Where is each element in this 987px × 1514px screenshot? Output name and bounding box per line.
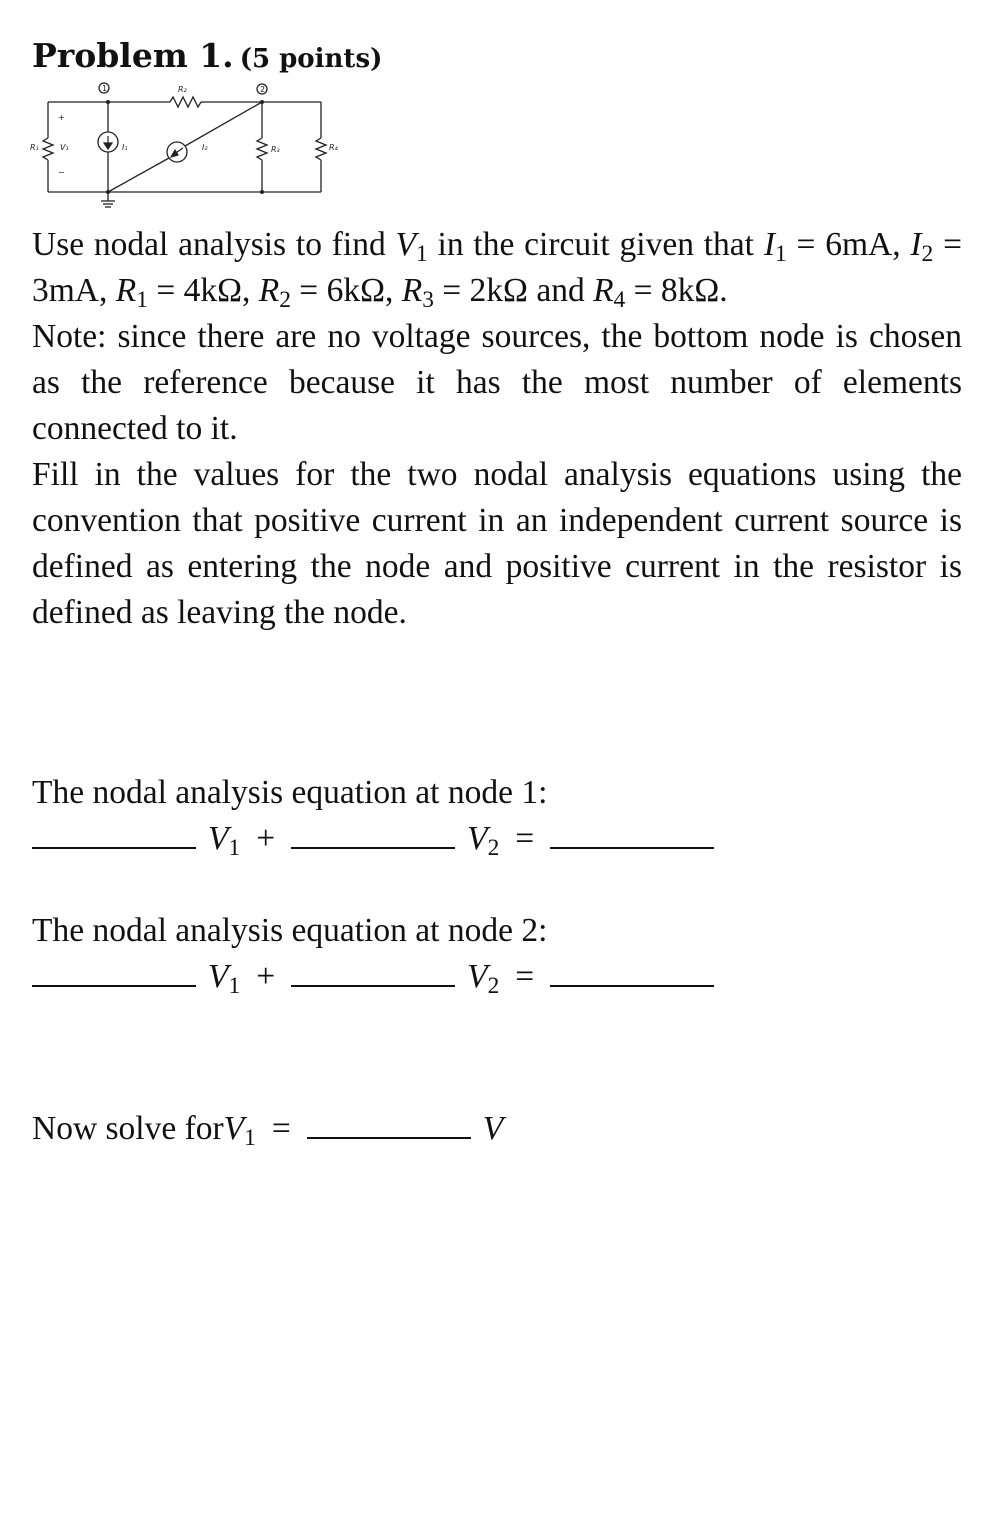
junction-dot	[260, 190, 264, 194]
note-paragraph: Note: since there are no voltage sources, the bottom node is chosen as the reference because it has the most number of elements connected to it.	[32, 318, 962, 447]
r2-label: R₂	[178, 85, 187, 94]
problem-title	[32, 36, 382, 79]
equals-sign: =	[515, 958, 535, 995]
v1-answer-blank[interactable]	[307, 1107, 471, 1139]
r3-label: R₃	[271, 145, 280, 154]
arrow-i1-icon	[104, 143, 112, 149]
instructions-paragraph: Fill in the values for the two nodal analysis equations using the convention that positive current in an independent current source is defined as entering the node and positive current in the resistor is defined as leaving the node.	[32, 456, 962, 631]
r4-label: R₄	[329, 143, 338, 152]
equals-sign: =	[271, 1110, 291, 1147]
junction-dot	[106, 190, 110, 194]
i2-symbol: $I_2$	[910, 226, 934, 267]
given-text-b: in the circuit given that	[427, 226, 754, 263]
resistor-r3	[257, 138, 267, 160]
v1-minus-sign: −	[58, 168, 65, 177]
r1-value: = 4kΩ,	[147, 272, 259, 309]
solve-line	[32, 1106, 503, 1152]
r1-label: R₁	[30, 143, 39, 152]
resistor-r1	[43, 138, 53, 160]
node-2-constant-blank[interactable]	[550, 955, 714, 987]
wire-diag-lower	[108, 158, 169, 192]
node-1-equation	[32, 816, 714, 862]
r2-symbol: $R_2$	[258, 272, 291, 313]
equals-sign: =	[515, 820, 535, 857]
volt-unit: V	[482, 1110, 504, 1147]
r1-symbol: $R_1$	[115, 272, 148, 313]
i1-label: I₁	[122, 143, 128, 152]
problem-label: Problem 1.	[32, 36, 234, 75]
v2-symbol: $V_2$	[467, 820, 500, 861]
v1-symbol: $V_1$	[208, 958, 241, 999]
points-label: (5 points)	[239, 44, 383, 74]
given-paragraph	[32, 222, 962, 314]
solve-prefix: Now solve for	[32, 1110, 224, 1147]
plus-sign: +	[256, 958, 276, 995]
node-2-equation	[32, 954, 714, 1000]
v1-symbol: $V_1$	[208, 820, 241, 861]
problem-statement	[32, 222, 962, 636]
node-1-v2-coefficient-blank[interactable]	[291, 817, 455, 849]
solve-block	[32, 1106, 503, 1152]
i1-value: = 6mA,	[786, 226, 911, 263]
r4-value: = 8kΩ.	[625, 272, 728, 309]
v2-symbol: $V_2$	[467, 958, 500, 999]
arrow-i2-icon	[171, 150, 178, 157]
i2-label: I₂	[202, 143, 208, 152]
node-1-equation-block	[32, 770, 714, 862]
junction-dot	[106, 100, 110, 104]
circuit-diagram	[28, 80, 348, 215]
r3-symbol: $R_3$	[401, 272, 434, 313]
node-1-constant-blank[interactable]	[550, 817, 714, 849]
v1-label: V₁	[60, 143, 69, 152]
node-1-label: 1	[102, 84, 108, 93]
v1-plus-sign: +	[58, 113, 65, 122]
junction-dot	[260, 100, 264, 104]
node-2-label: 2	[260, 85, 266, 94]
resistor-r2	[170, 97, 201, 107]
node-1-v1-coefficient-blank[interactable]	[32, 817, 196, 849]
plus-sign: +	[256, 820, 276, 857]
node-2-heading: The nodal analysis equation at node 2:	[32, 912, 548, 949]
node-2-v2-coefficient-blank[interactable]	[291, 955, 455, 987]
wire-diag-upper	[185, 102, 262, 146]
node-1-heading: The nodal analysis equation at node 1:	[32, 774, 548, 811]
v1-symbol: $V_1$	[395, 226, 428, 267]
node-2-v1-coefficient-blank[interactable]	[32, 955, 196, 987]
and-word: and	[536, 272, 594, 309]
r4-symbol: $R_4$	[593, 272, 626, 313]
r2-value: = 6kΩ,	[290, 272, 402, 309]
r3-value: = 2kΩ	[433, 272, 528, 309]
node-2-equation-block	[32, 908, 714, 1000]
given-text-a: Use nodal analysis to find	[32, 226, 396, 263]
i1-symbol: $I_1$	[763, 226, 787, 267]
v1-symbol: $V_1$	[223, 1110, 256, 1151]
i2-value: = 3mA,	[32, 226, 962, 309]
resistor-r4	[316, 138, 326, 160]
